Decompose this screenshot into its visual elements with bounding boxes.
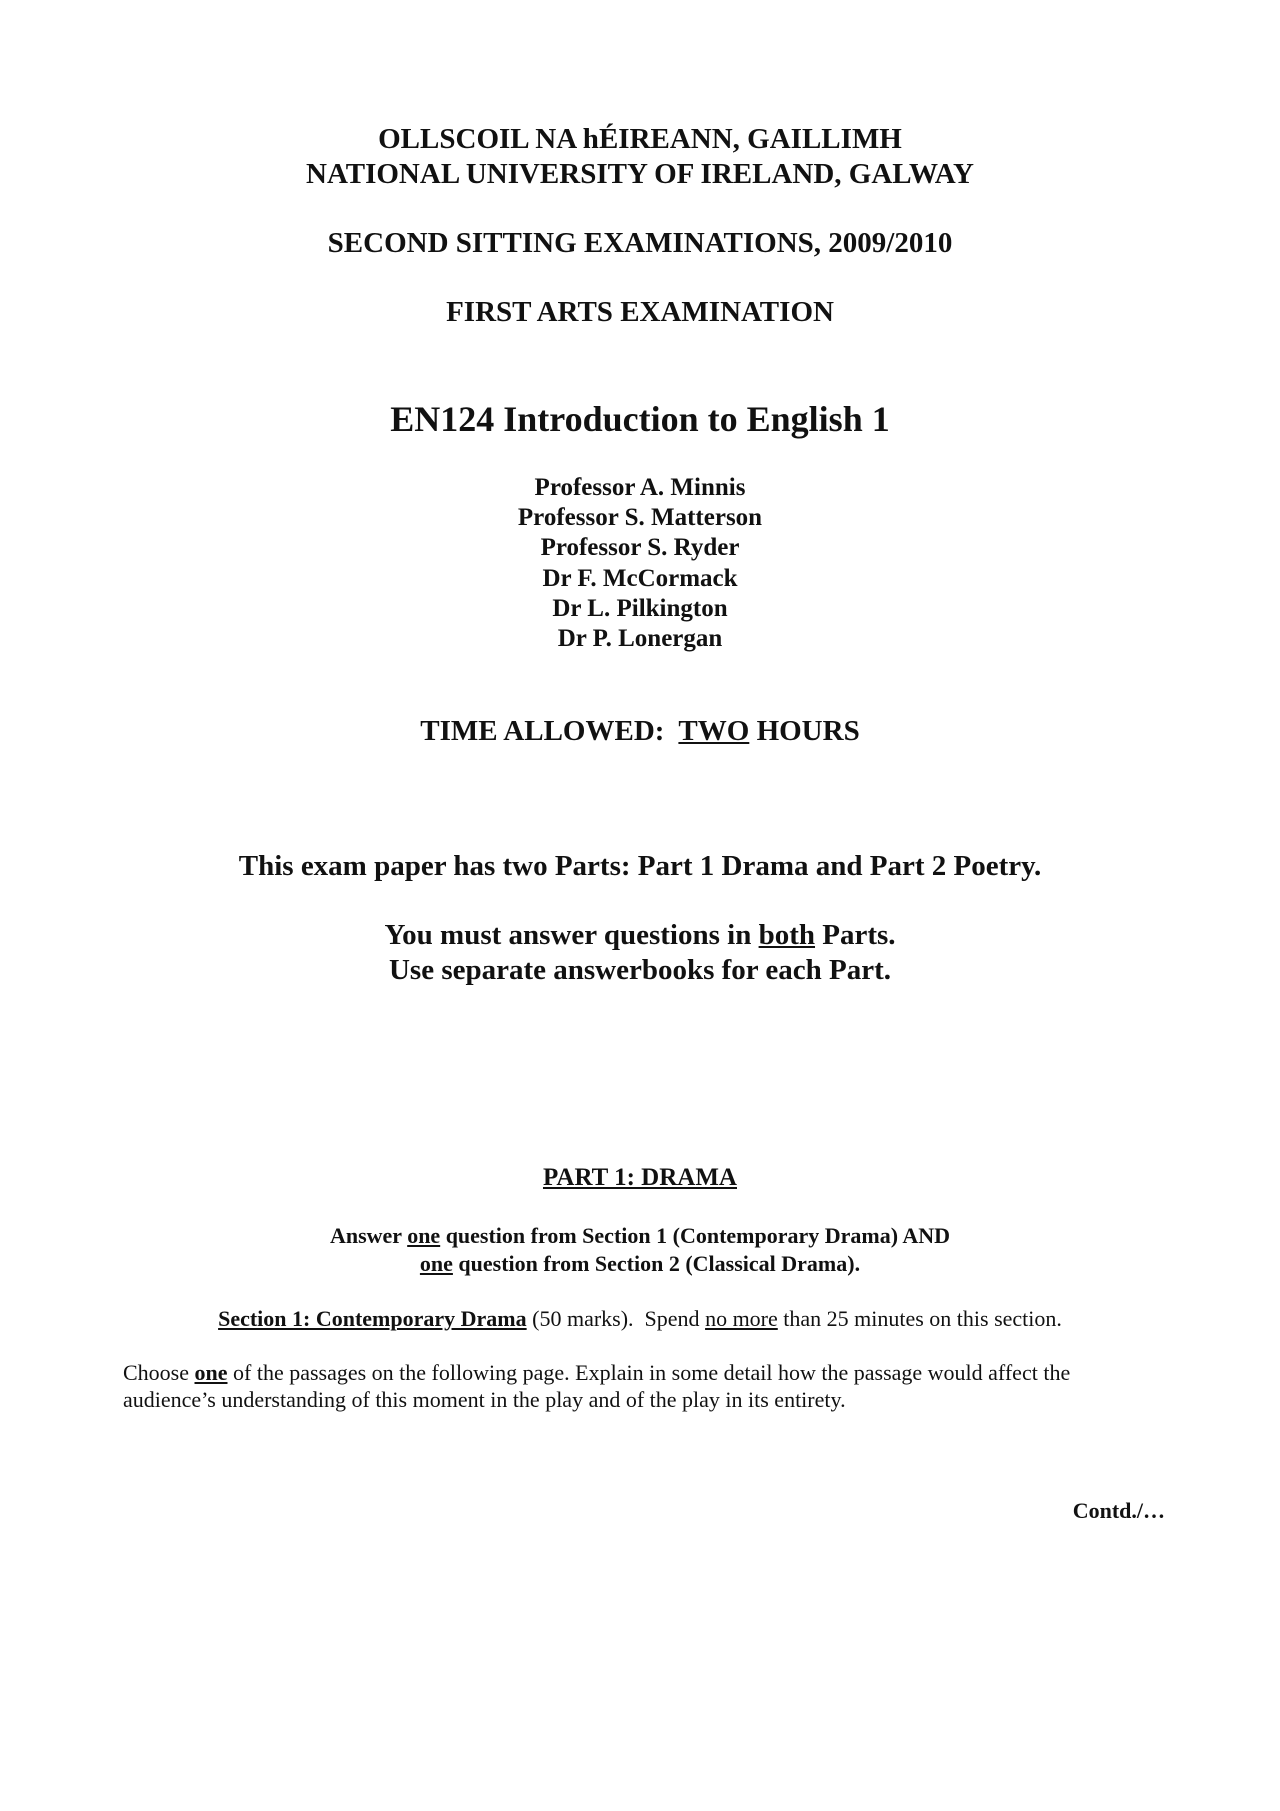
section1-line [0, 1305, 1280, 1332]
examiner: Dr F. McCormack [542, 564, 738, 592]
time-allowed [0, 714, 1280, 748]
choose-suffix: of the passages on the following page. Explain in some detail how the passage would affect the [227, 1360, 1071, 1385]
part1-heading: PART 1: DRAMA [542, 1164, 737, 1191]
examiner: Professor S. Ryder [540, 534, 740, 562]
section1-suffix: than 25 minutes on this section. [777, 1306, 1062, 1331]
sitting-title: SECOND SITTING EXAMINATIONS, 2009/2010 [327, 227, 953, 259]
section1-marks: (50 marks). Spend [526, 1306, 706, 1331]
choose-passage-instruction [123, 1359, 1173, 1413]
must-suffix: Parts. [815, 919, 896, 951]
part1-answer-line2 [0, 1250, 1280, 1277]
answer-line2-emphasis: one [419, 1251, 453, 1276]
examiner: Dr P. Lonergan [557, 625, 723, 653]
answer-line1-suffix: question from Section 1 (Contemporary Drama) AND [440, 1223, 951, 1248]
examiner: Professor S. Matterson [517, 504, 763, 532]
examiner: Dr L. Pilkington [552, 594, 728, 622]
examiner: Professor A. Minnis [534, 474, 746, 501]
time-allowed-suffix: HOURS [749, 715, 860, 747]
answer-line1-prefix: Answer [329, 1223, 408, 1248]
section1-heading: Section 1: Contemporary Drama [218, 1306, 527, 1331]
choose-emphasis: one [194, 1360, 228, 1385]
separate-answerbooks-instruction: Use separate answerbooks for each Part. [388, 954, 892, 986]
must-prefix: You must answer questions in [384, 919, 759, 951]
exam-title: FIRST ARTS EXAMINATION [446, 296, 834, 328]
university-name-english: NATIONAL UNIVERSITY OF IRELAND, GALWAY [306, 158, 974, 190]
choose-line1 [123, 1359, 1173, 1386]
choose-line2: audience’s understanding of this moment in the play and of the play in its entirety. [123, 1387, 846, 1412]
section1-emphasis: no more [705, 1306, 778, 1331]
course-title: EN124 Introduction to English 1 [390, 399, 890, 439]
choose-prefix: Choose [123, 1360, 195, 1385]
answer-line2-suffix: question from Section 2 (Classical Drama). [452, 1251, 861, 1276]
part1-answer-line1 [0, 1222, 1280, 1249]
time-allowed-emphasis: TWO [678, 715, 750, 747]
parts-instruction: This exam paper has two Parts: Part 1 Drama and Part 2 Poetry. [238, 850, 1042, 882]
continued-marker: Contd./… [1072, 1498, 1165, 1523]
must-emphasis: both [758, 919, 816, 951]
university-name-irish: OLLSCOIL NA hÉIREANN, GAILLIMH [378, 123, 902, 155]
examiners-list [0, 473, 1280, 654]
must-answer-instruction [0, 918, 1280, 952]
time-allowed-prefix: TIME ALLOWED: [420, 715, 679, 747]
answer-line1-emphasis: one [407, 1223, 441, 1248]
